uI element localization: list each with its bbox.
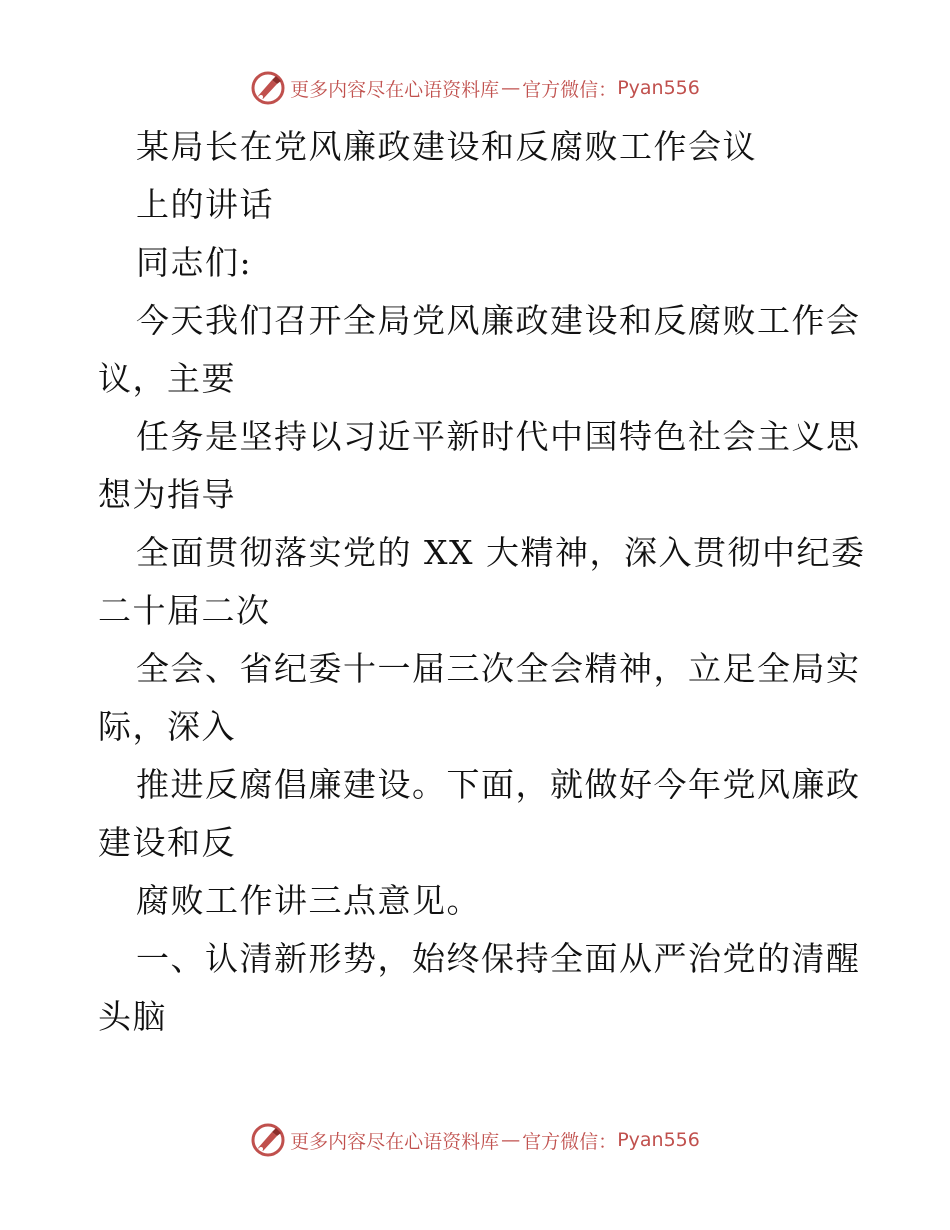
text-line: 同志们: <box>136 243 253 282</box>
header-watermark <box>0 68 950 108</box>
text-line: 任务是坚持以习近平新时代中国特色社会主义思 <box>136 417 861 456</box>
text-line: 腐败工作讲三点意见。 <box>136 881 481 920</box>
text-line: 今天我们召开全局党风廉政建设和反腐败工作会 <box>136 301 861 340</box>
watermark-wechat-label: 官方微信： <box>522 1130 618 1153</box>
text-line: 二十届二次 <box>98 591 271 630</box>
watermark-wechat-id: Pyan556 <box>617 77 700 99</box>
watermark-site-text: 更多内容尽在心语资料库 <box>290 78 500 101</box>
watermark-wechat-id: Pyan556 <box>617 1129 700 1151</box>
text-line: 推进反腐倡廉建设。下面，就做好今年党风廉政 <box>136 765 861 804</box>
text-line: 际，深入 <box>98 707 236 746</box>
watermark-dash: — <box>501 77 521 99</box>
footer-watermark <box>0 1120 950 1160</box>
text-line: 头脑 <box>98 997 167 1036</box>
text-line: 全面贯彻落实党的 XX 大精神，深入贯彻中纪委 <box>136 533 866 572</box>
watermark-dash: — <box>501 1129 521 1151</box>
text-line: 一、认清新形势，始终保持全面从严治党的清醒 <box>136 939 861 978</box>
pen-circle-logo-icon <box>250 70 286 106</box>
text-line: 议，主要 <box>98 359 236 398</box>
text-line: 全会、省纪委十一届三次全会精神，立足全局实 <box>136 649 861 688</box>
text-line: 某局长在党风廉政建设和反腐败工作会议 <box>136 127 757 166</box>
text-line: 想为指导 <box>98 475 236 514</box>
text-line: 建设和反 <box>98 823 236 862</box>
text-line: 上的讲话 <box>136 185 274 224</box>
pen-circle-logo-icon <box>250 1122 286 1158</box>
watermark-site-text: 更多内容尽在心语资料库 <box>290 1130 500 1153</box>
watermark-wechat-label: 官方微信： <box>522 78 618 101</box>
document-body <box>98 118 866 1046</box>
